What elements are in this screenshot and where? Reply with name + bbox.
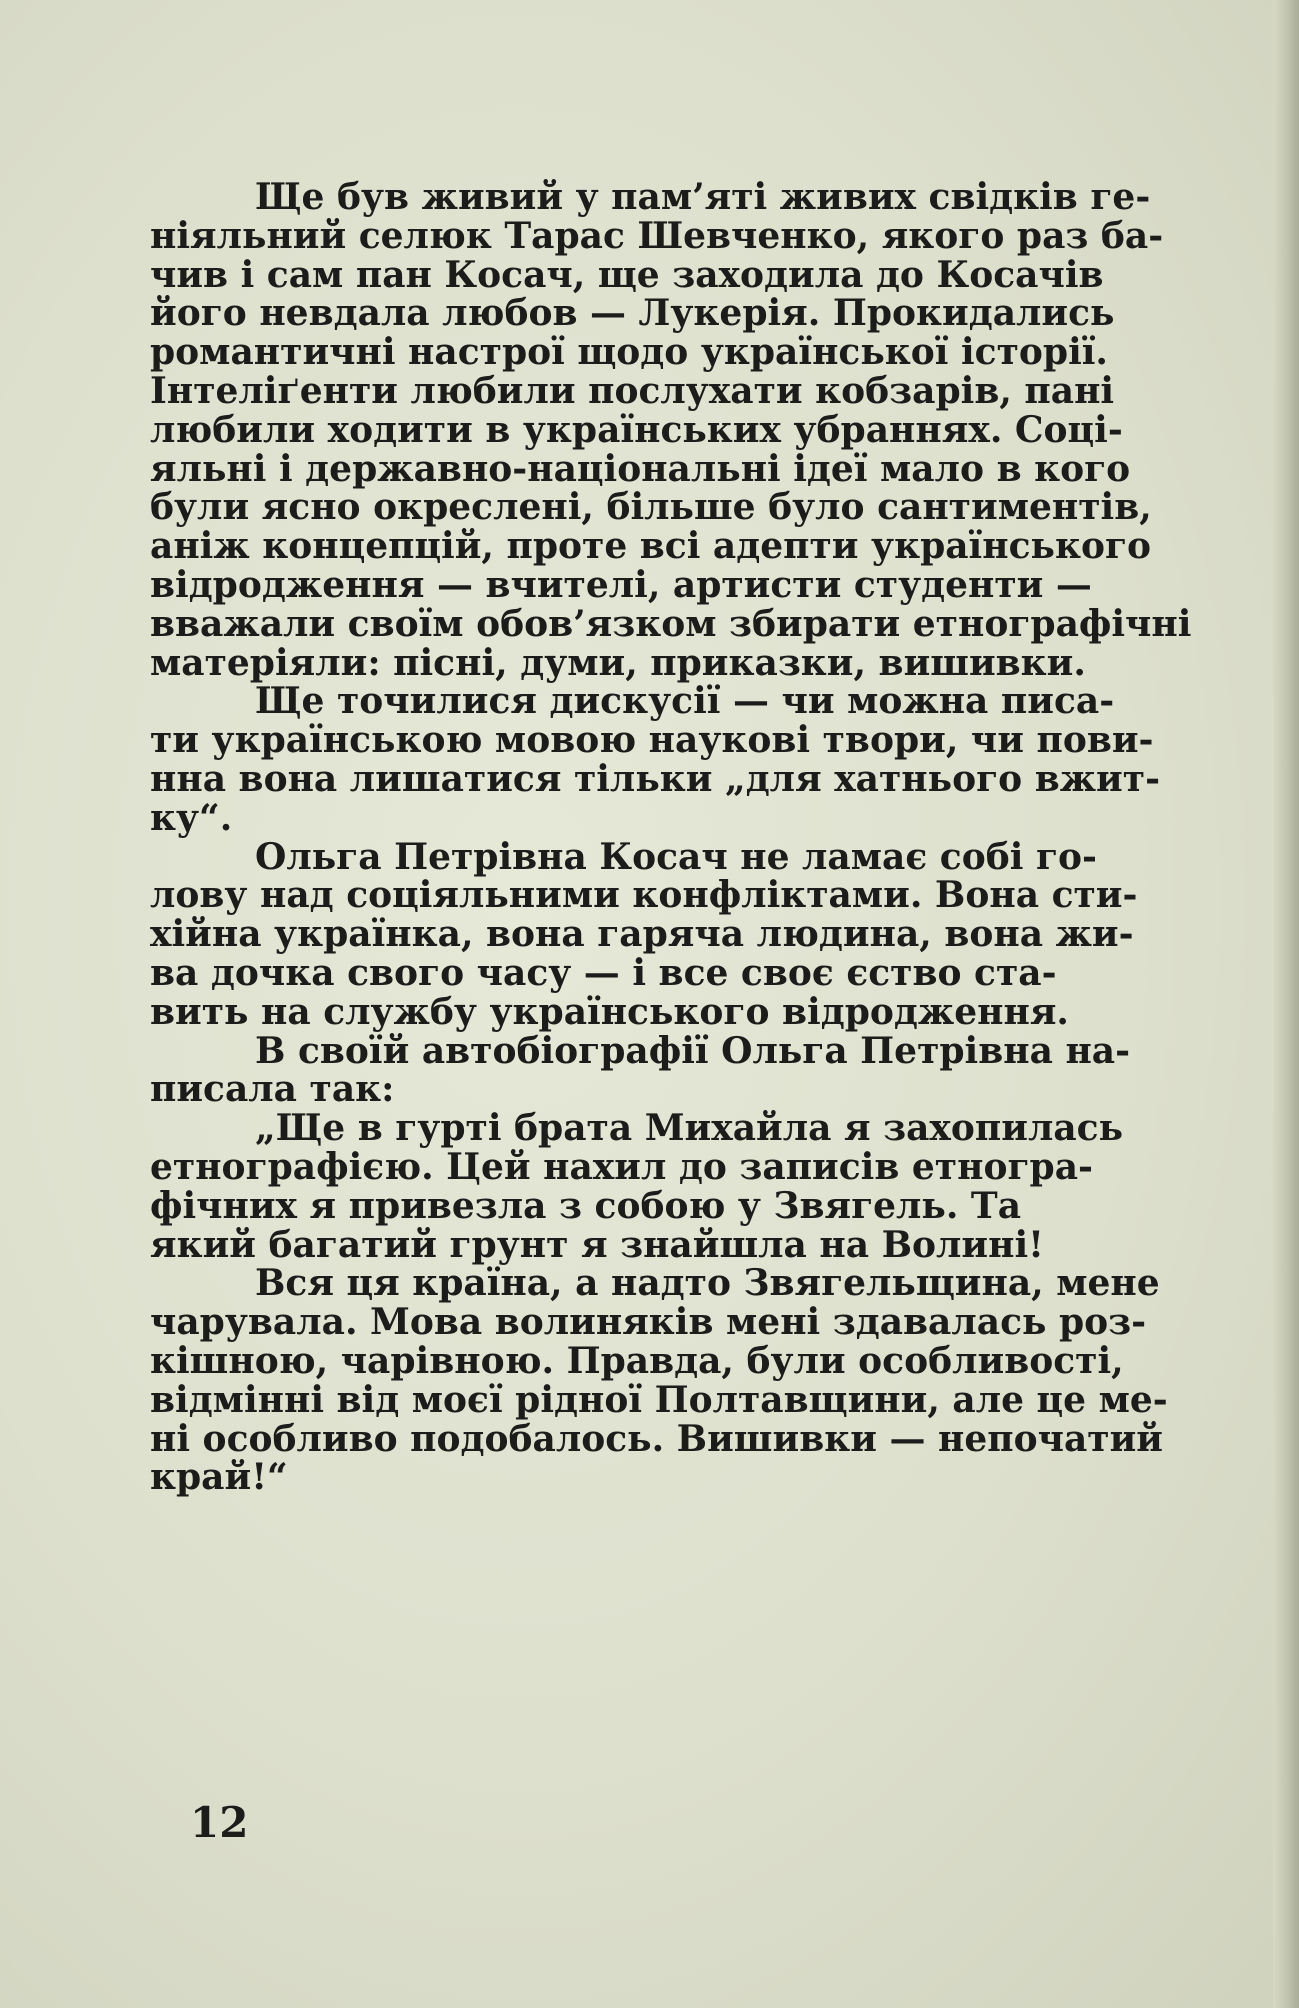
paragraph: Вся ця країна, а надто Звягельщина, мене чарувала. Мова волиняків мені здавалась роз- кішною, чарівною. Правда, були особливості, відмінні від моєї рідної Полтавщини, але це ме- ні особливо подобалось. Вишивки — непочатий край!“ [150,1262,1168,1499]
paragraph: Ще був живий у пам’яті живих свідків ге- ніяльний селюк Тарас Шевченко, якого раз ба- чив і сам пан Косач, ще заходила до Косачів його невдала любов — Лукерія. Прокидались романтичні настрої щодо української історії. Інтеліґенти любили послухати кобзарів, пані любили ходити в українських убраннях. Соці- яльні і державно-національні ідеї мало в кого були ясно окреслені, більше було сантиментів, аніж концепцій, проте всі адепти українського відродження — вчителі, артисти студенти — вважали своїм обов’язком збирати етнографічні матеріяли: пісні, думи, приказки, вишивки. [150,176,1192,684]
paragraph: Ольга Петрівна Косач не ламає собі го- лову над соціяльними конфліктами. Вона сти- хійна українка, вона гаряча людина, вона жи- ва дочка свого часу — і все своє єство ста- вить на службу українського відродження. [150,835,1138,1033]
paragraph: Ще точилися дискусії — чи можна писа- ти українською мовою наукові твори, чи пови- нна вона лишатися тільки „для хатнього вжит- ку“. [150,680,1161,839]
page-number: 12 [190,1798,249,1847]
paragraph: В своїй автобіографії Ольга Петрівна на- писала так: [150,1029,1131,1111]
page-edge [1273,0,1299,2008]
body-text [150,178,1260,1497]
paragraph: „Ще в гурті брата Михайла я захопилась етнографією. Цей нахил до записів етногра- фічних я привезла з собою у Звягель. Та який багатий грунт я знайшла на Волині! [150,1107,1124,1266]
